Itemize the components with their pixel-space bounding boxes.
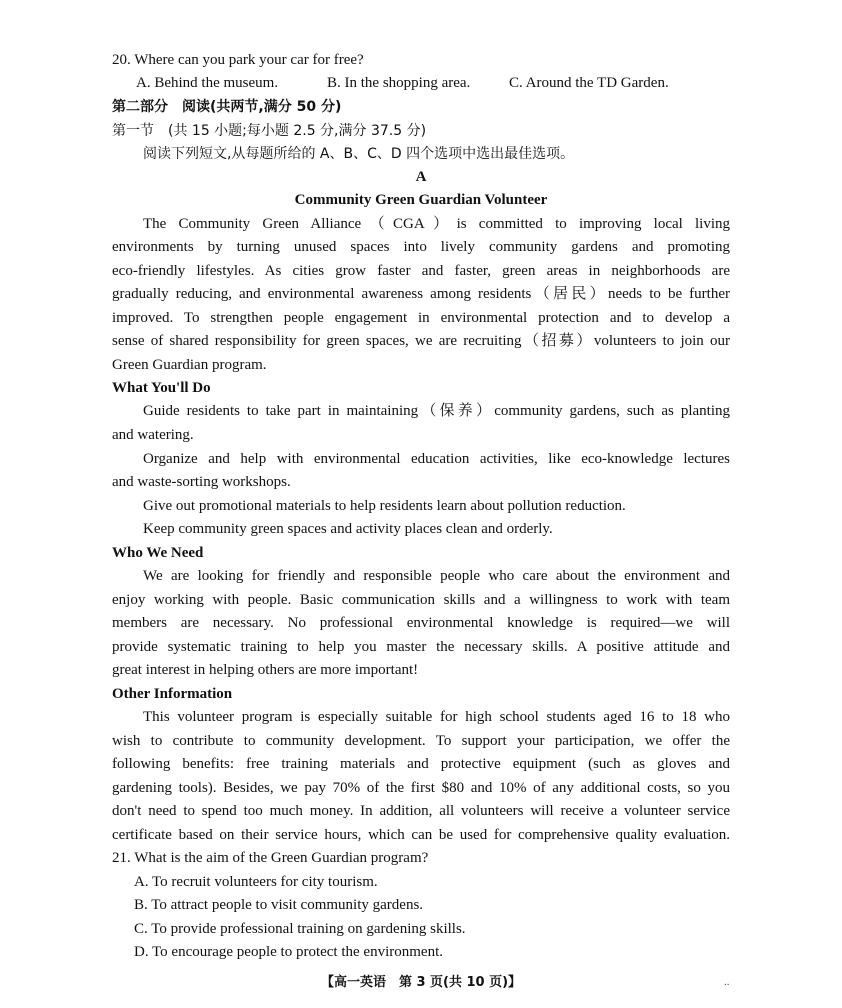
what-you-do-heading: What You'll Do bbox=[112, 380, 211, 396]
part2-heading: 第二部分 阅读(共两节,满分 50 分) bbox=[112, 99, 342, 115]
intro-line: environments by turning unused spaces into lively community gardens and promoting bbox=[112, 239, 730, 255]
q21-option-d: D. To encourage people to protect the environment. bbox=[134, 944, 443, 960]
q21-question: 21. What is the aim of the Green Guardian program? bbox=[112, 850, 429, 866]
intro-line: sense of shared responsibility for green spaces, we are recruiting（招募）volunteers to join our bbox=[112, 333, 730, 349]
other-info-heading: Other Information bbox=[112, 686, 233, 702]
passage-title: Community Green Guardian Volunteer bbox=[294, 192, 548, 208]
intro-line: eco-friendly lifestyles. As cities grow faster and faster, green areas in neighborhoods are bbox=[112, 263, 730, 279]
intro-line: gradually reducing, and environmental awareness among residents（居民）needs to be further bbox=[112, 286, 730, 302]
duty-item: Guide residents to take part in maintaining（保养）community gardens, such as planting bbox=[143, 403, 730, 419]
other-line: gardening tools). Besides, we pay 70% of the first $80 and 10% of any additional costs, so you bbox=[112, 780, 730, 796]
other-line: wish to contribute to community development. To support your participation, we offer the bbox=[112, 733, 730, 749]
q20-option-b: B. In the shopping area. bbox=[327, 75, 471, 91]
need-line: We are looking for friendly and responsible people who care about the environment and bbox=[143, 568, 730, 584]
need-line: enjoy working with people. Basic communication skills and a willingness to work with team bbox=[112, 592, 730, 608]
other-line: following benefits: free training materials and protective equipment (such as gloves and bbox=[112, 756, 730, 772]
intro-line: improved. To strengthen people engagement in environmental protection and to develop a bbox=[112, 310, 730, 326]
intro-line: Green Guardian program. bbox=[112, 357, 267, 373]
reading-instruction: 阅读下列短文,从每题所给的 A、B、C、D 四个选项中选出最佳选项。 bbox=[143, 146, 575, 162]
q20-question: 20. Where can you park your car for free? bbox=[112, 52, 364, 68]
q21-option-c: C. To provide professional training on gardening skills. bbox=[134, 921, 466, 937]
other-line: don't need to spend too much money. In addition, all volunteers will receive a volunteer service bbox=[112, 803, 730, 819]
need-line: provide systematic training to help you master the necessary skills. A positive attitude and bbox=[112, 639, 730, 655]
passage-letter: A bbox=[415, 169, 427, 185]
need-line: members are necessary. No professional environmental knowledge is required—we will bbox=[112, 615, 730, 631]
q20-option-c: C. Around the TD Garden. bbox=[509, 75, 669, 91]
need-line: great interest in helping others are more important! bbox=[112, 662, 419, 678]
duty-item: Organize and help with environmental education activities, like eco-knowledge lectures bbox=[143, 451, 730, 467]
other-line: certificate based on their service hours, which can be used for comprehensive quality evaluation. bbox=[112, 827, 730, 843]
section1-heading: 第一节 (共 15 小题;每小题 2.5 分,满分 37.5 分) bbox=[112, 123, 427, 139]
corner-mark: .. bbox=[724, 976, 730, 988]
other-line: This volunteer program is especially suitable for high school students aged 16 to 18 who bbox=[143, 709, 730, 725]
q21-option-b: B. To attract people to visit community gardens. bbox=[134, 897, 424, 913]
page-footer: 【高一英语 第 3 页(共 10 页)】 bbox=[320, 975, 522, 990]
duty-item: Keep community green spaces and activity places clean and orderly. bbox=[143, 521, 553, 537]
duty-item: and watering. bbox=[112, 427, 194, 443]
q21-option-a: A. To recruit volunteers for city tourism. bbox=[134, 874, 378, 890]
q20-option-a: A. Behind the museum. bbox=[136, 75, 279, 91]
duty-item: Give out promotional materials to help residents learn about pollution reduction. bbox=[143, 498, 626, 514]
who-we-need-heading: Who We Need bbox=[112, 545, 204, 561]
duty-item: and waste-sorting workshops. bbox=[112, 474, 291, 490]
intro-line: The Community Green Alliance（CGA）is committed to improving local living bbox=[143, 216, 730, 232]
